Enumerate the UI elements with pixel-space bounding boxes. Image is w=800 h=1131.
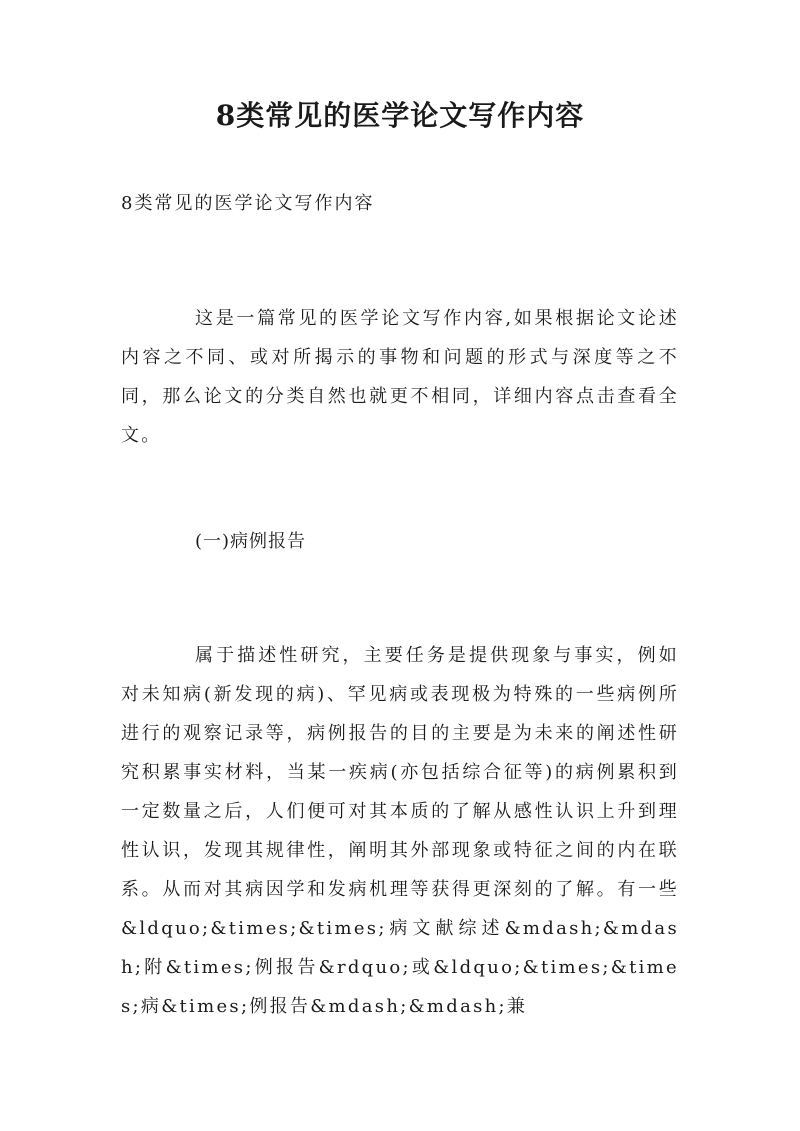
section-paragraph: 属于描述性研究，主要任务是提供现象与事实，例如对未知病(新发现的病)、罕见病或表现极为特殊的一些病例所进行的观察记录等，病例报告的目的主要是为未来的阐述性研究积累事实材料，当某一疾病(亦包括综合征等)的病例累积到一定数量之后，人们便可对其本质的了解从感性认识上升到理性认识，发现其规律性，阐明其外部现象或特征之间的内在联系。从而对其病因学和发病机理等获得更深刻的了解。有一些&ldquo;&times;&times;病文献综述&mdash;&mdash;附&times;例报告&rdquo;或&ldquo;&times;&times;病&times;例报告&mdash;&mdash;兼 — [121, 645, 679, 1017]
intro-paragraph: 这是一篇常见的医学论文写作内容,如果根据论文论述内容之不同、或对所揭示的事物和问题的形式与深度等之不同，那么论文的分类自然也就更不相同，详细内容点击查看全文。 — [121, 308, 679, 446]
document-title: 8类常见的医学论文写作内容 — [215, 99, 585, 132]
section-heading: (一)病例报告 — [195, 531, 307, 552]
document-subtitle: 8类常见的医学论文写作内容 — [121, 193, 375, 214]
